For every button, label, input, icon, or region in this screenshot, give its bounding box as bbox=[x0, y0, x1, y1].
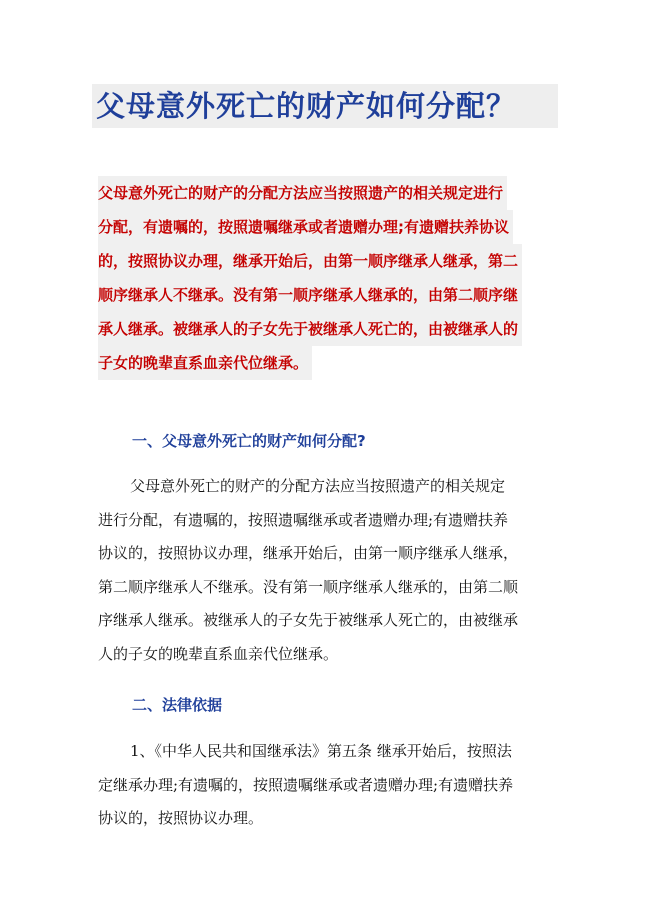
paragraph-line: 协议的，按照协议办理，继承开始后，由第一顺序继承人继承， bbox=[98, 544, 519, 562]
summary-line: 子女的晚辈直系血亲代位继承。 bbox=[98, 346, 312, 380]
paragraph-line: 定继承办理;有遗嘱的，按照遗嘱继承或者遗赠办理;有遗赠扶养 bbox=[98, 775, 514, 794]
summary-line: 分配，有遗嘱的，按照遗嘱继承或者遗赠办理;有遗赠扶养协议 bbox=[98, 210, 513, 244]
paragraph-line: 进行分配，有遗嘱的，按照遗嘱继承或者遗赠办理;有遗赠扶养 bbox=[98, 510, 509, 529]
section-paragraph-legal-basis bbox=[98, 735, 558, 836]
paragraph-line: 协议的，按照协议办理。 bbox=[98, 809, 264, 827]
section-heading-distribution: 一、父母意外死亡的财产如何分配? bbox=[132, 432, 366, 450]
summary-line: 的，按照协议办理，继承开始后，由第一顺序继承人继承，第二 bbox=[98, 244, 522, 278]
paragraph-line: 第二顺序继承人不继承。没有第一顺序继承人继承的，由第二顺 bbox=[98, 577, 519, 596]
section-paragraph-distribution bbox=[98, 470, 558, 671]
summary-line: 承人继承。被继承人的子女先于被继承人死亡的，由被继承人的 bbox=[98, 312, 522, 346]
paragraph-line: 序继承人继承。被继承人的子女先于被继承人死亡的，由被继承 bbox=[98, 611, 519, 629]
page-title: 父母意外死亡的财产如何分配？ bbox=[96, 89, 517, 123]
paragraph-line: 父母意外死亡的财产的分配方法应当按照遗产的相关规定 bbox=[130, 477, 506, 495]
summary-line: 父母意外死亡的财产的分配方法应当按照遗产的相关规定进行 bbox=[98, 176, 507, 210]
paragraph-line: 1、《中华人民共和国继承法》第五条 继承开始后，按照法 bbox=[130, 742, 512, 760]
section-heading-legal-basis: 二、法律依据 bbox=[132, 696, 223, 714]
paragraph-line: 人的子女的晚辈直系血亲代位继承。 bbox=[98, 644, 339, 663]
summary-line: 顺序继承人不继承。没有第一顺序继承人继承的，由第二顺序继 bbox=[98, 278, 522, 312]
summary-block bbox=[98, 176, 558, 380]
